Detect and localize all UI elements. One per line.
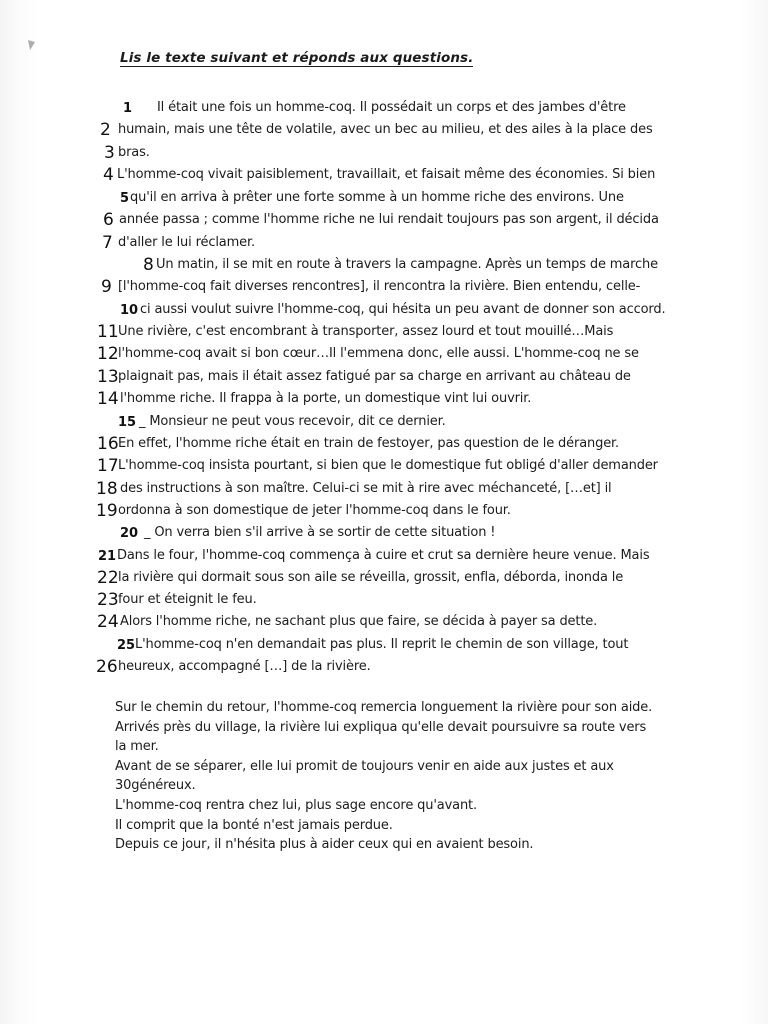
line-text: plaignait pas, mais il était assez fatigué par sa charge en arrivant au château de bbox=[118, 369, 631, 384]
epilogue-line: Avant de se séparer, elle lui promit de toujours venir en aide aux justes et aux bbox=[115, 758, 614, 774]
line-text: ordonna à son domestique de jeter l'homme-coq dans le four. bbox=[118, 503, 511, 518]
line-number: 19 bbox=[96, 501, 118, 521]
line-number: 12 bbox=[97, 344, 119, 364]
line-text: Un matin, il se mit en route à travers la campagne. Après un temps de marche bbox=[156, 257, 658, 272]
line-number: 10 bbox=[120, 303, 139, 318]
line-text: L'homme-coq insista pourtant, si bien que le domestique fut obligé d'aller demander bbox=[118, 458, 658, 473]
epilogue-line: Arrivés près du village, la rivière lui expliqua qu'elle devait poursuivre sa route vers bbox=[115, 719, 647, 735]
line-text: l'homme riche. Il frappa à la porte, un domestique vint lui ouvrir. bbox=[120, 391, 532, 406]
line-text: Dans le four, l'homme-coq commença à cuire et crut sa dernière heure venue. Mais bbox=[117, 548, 650, 563]
line-number: 20 bbox=[120, 526, 139, 541]
line-number: 9 bbox=[101, 277, 112, 297]
line-text: Il était une fois un homme-coq. Il possédait un corps et des jambes d'être bbox=[157, 100, 626, 115]
line-number: 11 bbox=[97, 322, 119, 342]
line-text: En effet, l'homme riche était en train de festoyer, pas question de le déranger. bbox=[118, 436, 620, 451]
line-text: qu'il en arriva à prêter une forte somme à un homme riche des environs. Une bbox=[130, 190, 624, 205]
line-number: 4 bbox=[103, 165, 114, 185]
epilogue-line: Sur le chemin du retour, l'homme-coq remercia longuement la rivière pour son aide. bbox=[115, 700, 653, 715]
line-number: 6 bbox=[103, 210, 114, 230]
line-text: humain, mais une tête de volatile, avec un bec au milieu, et des ailes à la place des bbox=[118, 122, 653, 137]
line-text: L'homme-coq n'en demandait pas plus. Il reprit le chemin de son village, tout bbox=[135, 637, 629, 652]
line-number: 7 bbox=[102, 233, 113, 253]
epilogue-line: 30généreux. bbox=[115, 778, 196, 794]
line-number: 5 bbox=[120, 191, 130, 206]
line-number: 2 bbox=[100, 120, 111, 140]
line-text: Alors l'homme riche, ne sachant plus que faire, se décida à payer sa dette. bbox=[120, 614, 598, 629]
line-text: four et éteignit le feu. bbox=[118, 592, 257, 607]
epilogue-line: Il comprit que la bonté n'est jamais perdue. bbox=[115, 817, 393, 833]
line-text: la rivière qui dormait sous son aile se réveilla, grossit, enfla, déborda, inonda le bbox=[118, 570, 624, 585]
line-number: 17 bbox=[97, 456, 119, 476]
line-text: l'homme-coq avait si bon cœur…Il l'emmena donc, elle aussi. L'homme-coq ne se bbox=[118, 346, 639, 361]
line-text: d'aller le lui réclamer. bbox=[118, 235, 255, 250]
epilogue-line: la mer. bbox=[115, 739, 159, 755]
line-text: heureux, accompagné […] de la rivière. bbox=[118, 659, 371, 674]
epilogue-paragraph bbox=[115, 698, 652, 855]
line-number: 23 bbox=[97, 590, 119, 610]
epilogue-line: L'homme-coq rentra chez lui, plus sage encore qu'avant. bbox=[115, 797, 477, 813]
epilogue-line: Depuis ce jour, il n'hésita plus à aider ceux qui en avaient besoin. bbox=[115, 837, 534, 853]
line-text: L'homme-coq vivait paisiblement, travaillait, et faisait même des économies. Si bien bbox=[117, 167, 656, 182]
line-number: 13 bbox=[97, 367, 119, 387]
line-number: 3 bbox=[104, 143, 115, 163]
line-number: 21 bbox=[98, 549, 117, 564]
line-number: 18 bbox=[96, 479, 118, 499]
line-text: des instructions à son maître. Celui-ci se mit à rire avec méchanceté, […et] il bbox=[120, 481, 612, 496]
line-number: 25 bbox=[117, 638, 136, 653]
line-number: 22 bbox=[97, 568, 119, 588]
line-number: 16 bbox=[97, 434, 119, 454]
line-number: 14 bbox=[97, 389, 119, 409]
line-number: 26 bbox=[96, 657, 118, 677]
line-text: Une rivière, c'est encombrant à transporter, assez lourd et tout mouillé…Mais bbox=[118, 324, 614, 339]
line-text: _ Monsieur ne peut vous recevoir, dit ce dernier. bbox=[139, 414, 446, 429]
line-text: ci aussi voulut suivre l'homme-coq, qui hésita un peu avant de donner son accord. bbox=[140, 302, 666, 317]
line-number: 24 bbox=[97, 612, 119, 632]
line-text: _ On verra bien s'il arrive à se sortir de cette situation ! bbox=[144, 525, 496, 540]
line-text: [l'homme-coq fait diverses rencontres], il rencontra la rivière. Bien entendu, celle- bbox=[118, 279, 641, 294]
line-number: 1 bbox=[123, 101, 133, 116]
line-number: 8 bbox=[143, 255, 154, 275]
line-number: 15 bbox=[118, 415, 137, 430]
instruction-title: Lis le texte suivant et réponds aux questions. bbox=[120, 50, 474, 66]
line-text: année passa ; comme l'homme riche ne lui rendait toujours pas son argent, il décida bbox=[119, 212, 659, 227]
line-text: bras. bbox=[118, 145, 150, 160]
